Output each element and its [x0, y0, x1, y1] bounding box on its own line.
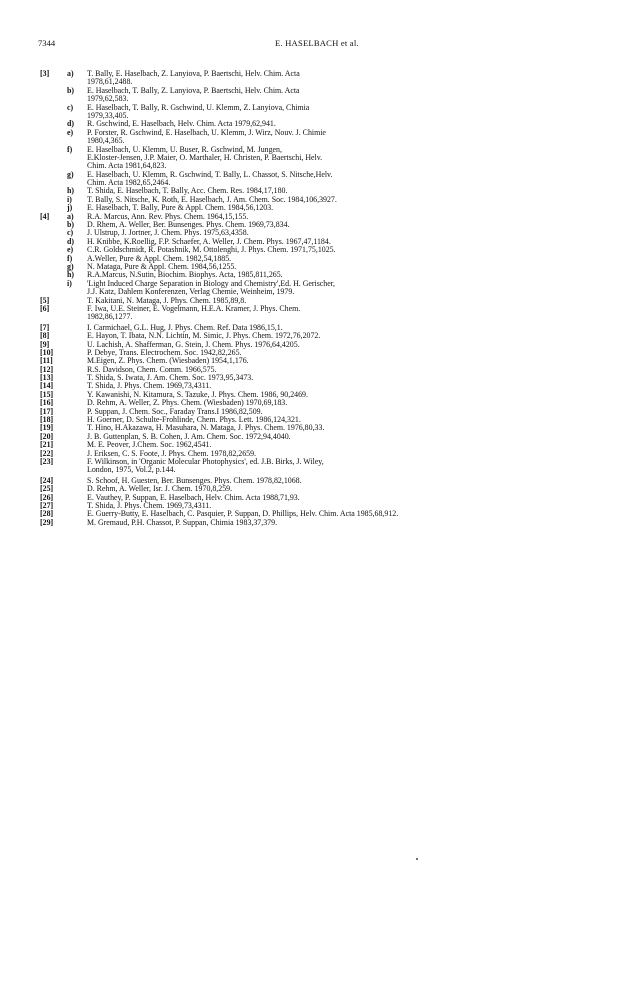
- reference-sublabel: b): [67, 85, 75, 95]
- reference-number: [8]: [40, 331, 50, 341]
- reference-text: J. Eriksen, C. S. Foote, J. Phys. Chem. 1978,82,2659.: [87, 448, 257, 458]
- reference-text: H. Knibbe, K.Roellig, F.P. Schaefer, A. Weller, J. Chem. Phys. 1967,47,1184.: [87, 236, 331, 246]
- reference-number: [15]: [40, 389, 54, 399]
- reference-number: [19]: [40, 423, 54, 433]
- reference-text: London, 1975, Vol.2, p.144.: [87, 465, 176, 475]
- reference-text: T. Shida, J. Phys. Chem. 1969,73,4311.: [87, 500, 212, 510]
- reference-text: 1979,62,583.: [87, 94, 129, 104]
- reference-text: A.Weller, Pure & Appl. Chem. 1982,54,1885.: [87, 253, 232, 263]
- reference-sublabel: c): [67, 102, 74, 112]
- reference-list: [0, 70, 624, 527]
- reference-number: [14]: [40, 381, 54, 391]
- reference-number: [12]: [40, 364, 54, 374]
- reference-sublabel: e): [67, 245, 74, 255]
- reference-number: [18]: [40, 415, 54, 425]
- reference-text: D. Rehm, A. Weller, Z. Phys. Chem. (Wiesbaden) 1970,69,183.: [87, 398, 288, 408]
- reference-sublabel: f): [67, 144, 73, 154]
- reference-number: [7]: [40, 322, 50, 332]
- reference-number: [4]: [40, 211, 50, 221]
- reference-text: F. Iwa, U.E. Steiner, E. Vogelmann, H.E.A. Kramer, J. Phys. Chem.: [87, 303, 301, 313]
- reference-number: [23]: [40, 456, 54, 466]
- reference-number: [24]: [40, 475, 54, 485]
- reference-line: [0, 313, 624, 321]
- reference-text: E. Vauthey, P. Suppan, E. Haselbach, Helv. Chim. Acta 1988,71,93.: [87, 492, 300, 502]
- reference-text: E. Haselbach, T. Bally, Pure & Appl. Chem. 1984,56,1203.: [87, 203, 274, 213]
- reference-sublabel: g): [67, 261, 74, 271]
- reference-text: H. Goerner, D. Schulte-Frohlinde, Chem. Phys. Lett. 1986,124,321.: [87, 415, 301, 425]
- reference-number: [11]: [40, 356, 53, 366]
- reference-sublabel: e): [67, 127, 74, 137]
- reference-text: 1978,61,2488.: [87, 77, 133, 87]
- reference-sublabel: h): [67, 186, 75, 196]
- reference-number: [5]: [40, 295, 50, 305]
- reference-text: E. Haselbach, T. Bally, Z. Lanyiova, P. Baertschi, Helv. Chim. Acta: [87, 85, 300, 95]
- reference-text: D. Rhem, A. Weller, Ber. Bunsenges. Phys. Chem. 1969,73,834.: [87, 220, 290, 230]
- reference-text: T. Shida, J. Phys. Chem. 1969,73,4311.: [87, 381, 212, 391]
- reference-text: E. Haselbach, U. Klemm, U. Buser, R. Gschwind, M. Jungen,: [87, 144, 282, 154]
- reference-number: [28]: [40, 509, 54, 519]
- reference-number: [13]: [40, 373, 54, 383]
- reference-number: [20]: [40, 431, 54, 441]
- reference-sublabel: h): [67, 270, 75, 280]
- reference-text: J. Ulstrup, J. Jortner, J. Chem. Phys. 1975,63,4358.: [87, 228, 249, 238]
- reference-sublabel: f): [67, 253, 73, 263]
- reference-text: N. Mataga, Pure & Appl. Chem. 1984,56,1255.: [87, 261, 237, 271]
- running-head: E. HASELBACH et al.: [275, 38, 359, 48]
- reference-text: P. Forster, R. Gschwind, E. Haselbach, U. Klemm, J. Wirz, Nouv. J. Chimie: [87, 127, 326, 137]
- reference-text: 'Light Induced Charge Separation in Biology and Chemistry',Ed. H. Gerischer,: [87, 278, 336, 288]
- reference-sublabel: d): [67, 119, 75, 129]
- reference-number: [26]: [40, 492, 54, 502]
- reference-number: [10]: [40, 347, 54, 357]
- reference-text: T. Shida, S. Iwata, J. Am. Chem. Soc. 1973,95,3473.: [87, 373, 254, 383]
- reference-text: E. Hayon, T. Ibata, N.N. Lichtin, M. Simic, J. Phys. Chem. 1972,76,2072.: [87, 331, 321, 341]
- reference-number: [29]: [40, 517, 54, 527]
- reference-sublabel: b): [67, 220, 75, 230]
- reference-text: P. Suppan, J. Chem. Soc., Faraday Trans.I 1986,82,509.: [87, 406, 263, 416]
- reference-number: [9]: [40, 339, 50, 349]
- reference-line: [0, 519, 624, 527]
- speck-mark: [416, 858, 418, 860]
- reference-sublabel: g): [67, 169, 74, 179]
- reference-text: U. Lachish, A. Shafferman, G. Stein, J. Chem. Phys. 1976,64,4205.: [87, 339, 300, 349]
- reference-text: J. B. Guttenplan, S. B. Cohen, J. Am. Chem. Soc. 1972,94,4040.: [87, 431, 291, 441]
- reference-text: 1979,33,405.: [87, 110, 129, 120]
- reference-number: [27]: [40, 500, 54, 510]
- reference-number: [16]: [40, 398, 54, 408]
- reference-text: T. Bally, S. Nitsche, K. Roth, E. Haselbach, J. Am. Chem. Soc. 1984,106,3927.: [87, 194, 337, 204]
- reference-sublabel: i): [67, 278, 72, 288]
- reference-text: R.S. Davidson, Chem. Comm. 1966,575.: [87, 364, 217, 374]
- reference-text: E.Kloster-Jensen, J.P. Maier, O. Marthaler, H. Christen, P. Baertschi, Helv.: [87, 152, 323, 162]
- reference-number: [17]: [40, 406, 54, 416]
- reference-number: [3]: [40, 69, 50, 78]
- reference-text: S. Schoof, H. Guesten, Ber. Bunsenges. Phys. Chem. 1978,82,1068.: [87, 475, 302, 485]
- reference-text: F. Wilkinson, in 'Organic Molecular Photophysics', ed. J.B. Birks, J. Wiley,: [87, 456, 324, 466]
- page-number: 7344: [38, 38, 56, 48]
- reference-sublabel: a): [67, 69, 74, 78]
- reference-text: C.R. Goldschmidt, R. Potashnik, M. Ottolenghi, J. Phys. Chem. 1971,75,1025.: [87, 245, 336, 255]
- reference-text: Chim. Acta 1982,65,2464.: [87, 178, 171, 188]
- reference-text: E. Haselbach, U. Klemm, R. Gschwind, T. Bally, L. Chassot, S. Nitsche,Helv.: [87, 169, 333, 179]
- reference-text: R.A.Marcus, N.Sutin, Biochim. Biophys. Acta, 1985,811,265.: [87, 270, 283, 280]
- reference-text: M. Gremaud, P.H. Chassot, P. Suppan, Chimia 1983,37,379.: [87, 517, 278, 527]
- reference-text: R. Gschwind, E. Haselbach, Helv. Chim. Acta 1979,62,941.: [87, 119, 276, 129]
- reference-sublabel: d): [67, 236, 75, 246]
- reference-text: T. Bally, E. Haselbach, Z. Lanyiova, P. Baertschi, Helv. Chim. Acta: [87, 69, 300, 78]
- reference-text: T. Shida, E. Haselbach, T. Bally, Acc. Chem. Res. 1984,17,180.: [87, 186, 288, 196]
- reference-text: R.A. Marcus, Ann. Rev. Phys. Chem. 1964,15,155.: [87, 211, 249, 221]
- reference-sublabel: j): [67, 203, 73, 213]
- reference-text: Y. Kawanishi, N. Kitamura, S. Tazuke, J. Phys. Chem. 1986, 90,2469.: [87, 389, 308, 399]
- reference-text: I. Carmichael, G.L. Hug, J. Phys. Chem. Ref. Data 1986,15,1.: [87, 322, 283, 332]
- reference-sublabel: a): [67, 211, 74, 221]
- reference-text: D. Rehm, A. Weller, Isr. J. Chem. 1970,8,259.: [87, 484, 233, 494]
- reference-number: [21]: [40, 440, 54, 450]
- reference-sublabel: i): [67, 194, 72, 204]
- reference-text: T. Hino, H.Akazawa, H. Masuhara, N. Mataga, J. Phys. Chem. 1976,80,33.: [87, 423, 325, 433]
- reference-text: T. Kakitani, N. Mataga, J. Phys. Chem. 1985,89,8.: [87, 295, 247, 305]
- reference-number: [25]: [40, 484, 54, 494]
- reference-text: Chim. Acta 1981,64,823.: [87, 161, 167, 171]
- reference-number: [22]: [40, 448, 54, 458]
- reference-text: E. Haselbach, T. Bally, R. Gschwind, U. Klemm, Z. Lanyiova, Chimia: [87, 102, 310, 112]
- reference-text: P. Debye, Trans. Electrochem. Soc. 1942,82,265.: [87, 347, 242, 357]
- reference-line: [0, 466, 624, 474]
- reference-text: M.Eigen, Z. Phys. Chem. (Wiesbaden) 1954,1,176.: [87, 356, 249, 366]
- reference-text: 1982,86,1277.: [87, 312, 133, 322]
- reference-text: E. Guerry-Butty, E. Haselbach, C. Pasquier, P. Suppan, D. Phillips, Helv. Chim. Acta 1985,68,912.: [87, 509, 399, 519]
- reference-text: M. E. Peover, J.Chem. Soc. 1962,4541.: [87, 440, 212, 450]
- reference-sublabel: c): [67, 228, 74, 238]
- reference-number: [6]: [40, 303, 50, 313]
- reference-text: J.J. Katz, Dahlem Konferenzen, Verlag Chemie, Weinheim, 1979.: [87, 287, 295, 297]
- reference-text: 1980,4,365.: [87, 136, 125, 146]
